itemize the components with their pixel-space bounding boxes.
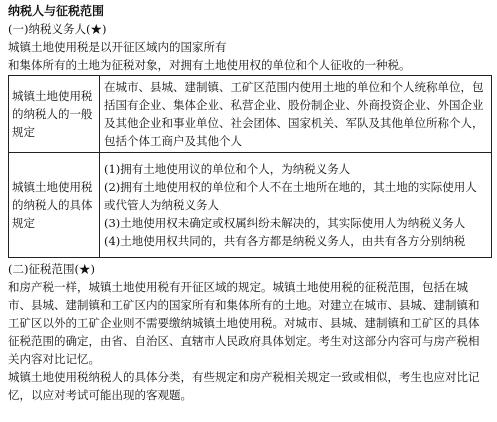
row-header-general: 城镇土地使用税的纳税人的一般规定 — [9, 76, 100, 153]
intro-line-1: 城镇土地使用税是以开征区域内的国家所有 — [8, 40, 227, 54]
row-header-specific: 城镇土地使用税的纳税人的具体规定 — [9, 153, 100, 258]
taxpayer-table — [8, 75, 492, 258]
list-item: (3)土地使用权未确定或权属纠纷未解决的，其实际使用人为纳税义务人 — [104, 216, 466, 230]
list-item: (1)拥有土地使用议的单位和个人，为纳税义务人 — [104, 162, 351, 176]
list-item: (2)拥有土地使用权的单位和个人不在土地所在地的，其土地的实际使用人或代管人为纳税义务人 — [104, 180, 477, 212]
row-content-general: 在城市、县城、建制镇、工矿区范围内使用土地的单位和个人统称单位，包括国有企业、集体企业、私营企业、股份制企业、外商投资企业、外国企业及其他企业和事业单位、社会团体、国家机关、军队及其他单位所称个人，包括个体工商户及其他个人 — [100, 76, 492, 153]
scope-paragraph-2: 城镇土地使用税纳税人的具体分类，有些规定和房产税相关规定一致或相似，考生也应对比记忆，以应对考试可能出现的客观题。 — [8, 370, 480, 402]
intro-line-2: 和集体所有的土地为征税对象，对拥有土地使用权的单位和个人征收的一种税。 — [8, 58, 411, 72]
table-row — [9, 153, 492, 258]
scope-paragraph-1: 和房产税一样，城镇土地使用税有开征区域的规定。城镇土地使用税的征税范围，包括在城市、县城、建制镇和工矿区内的国家所有和集体所有的土地。对建立在城市、县城、建制镇和工矿区以外的工矿企业则不需要缴纳城镇土地使用税。对城市、县城、建制镇和工矿区的具体征税范围的确定，由省、自治区、直辖市人民政府具体划定。考生对这部分内容可与房产税相关内容对比记忆。 — [8, 280, 480, 366]
subsection-heading-taxpayer: (一)纳税义务人(★) — [8, 22, 107, 36]
list-item: (4)土地使用权共同的，共有各方都是纳税义务人，由共有各方分别纳税 — [104, 234, 466, 248]
row-content-specific — [100, 153, 492, 258]
section-title: 纳税人与征税范围 — [8, 4, 105, 18]
table-row — [9, 76, 492, 153]
subsection-heading-scope: (二)征税范围(★) — [8, 262, 95, 276]
